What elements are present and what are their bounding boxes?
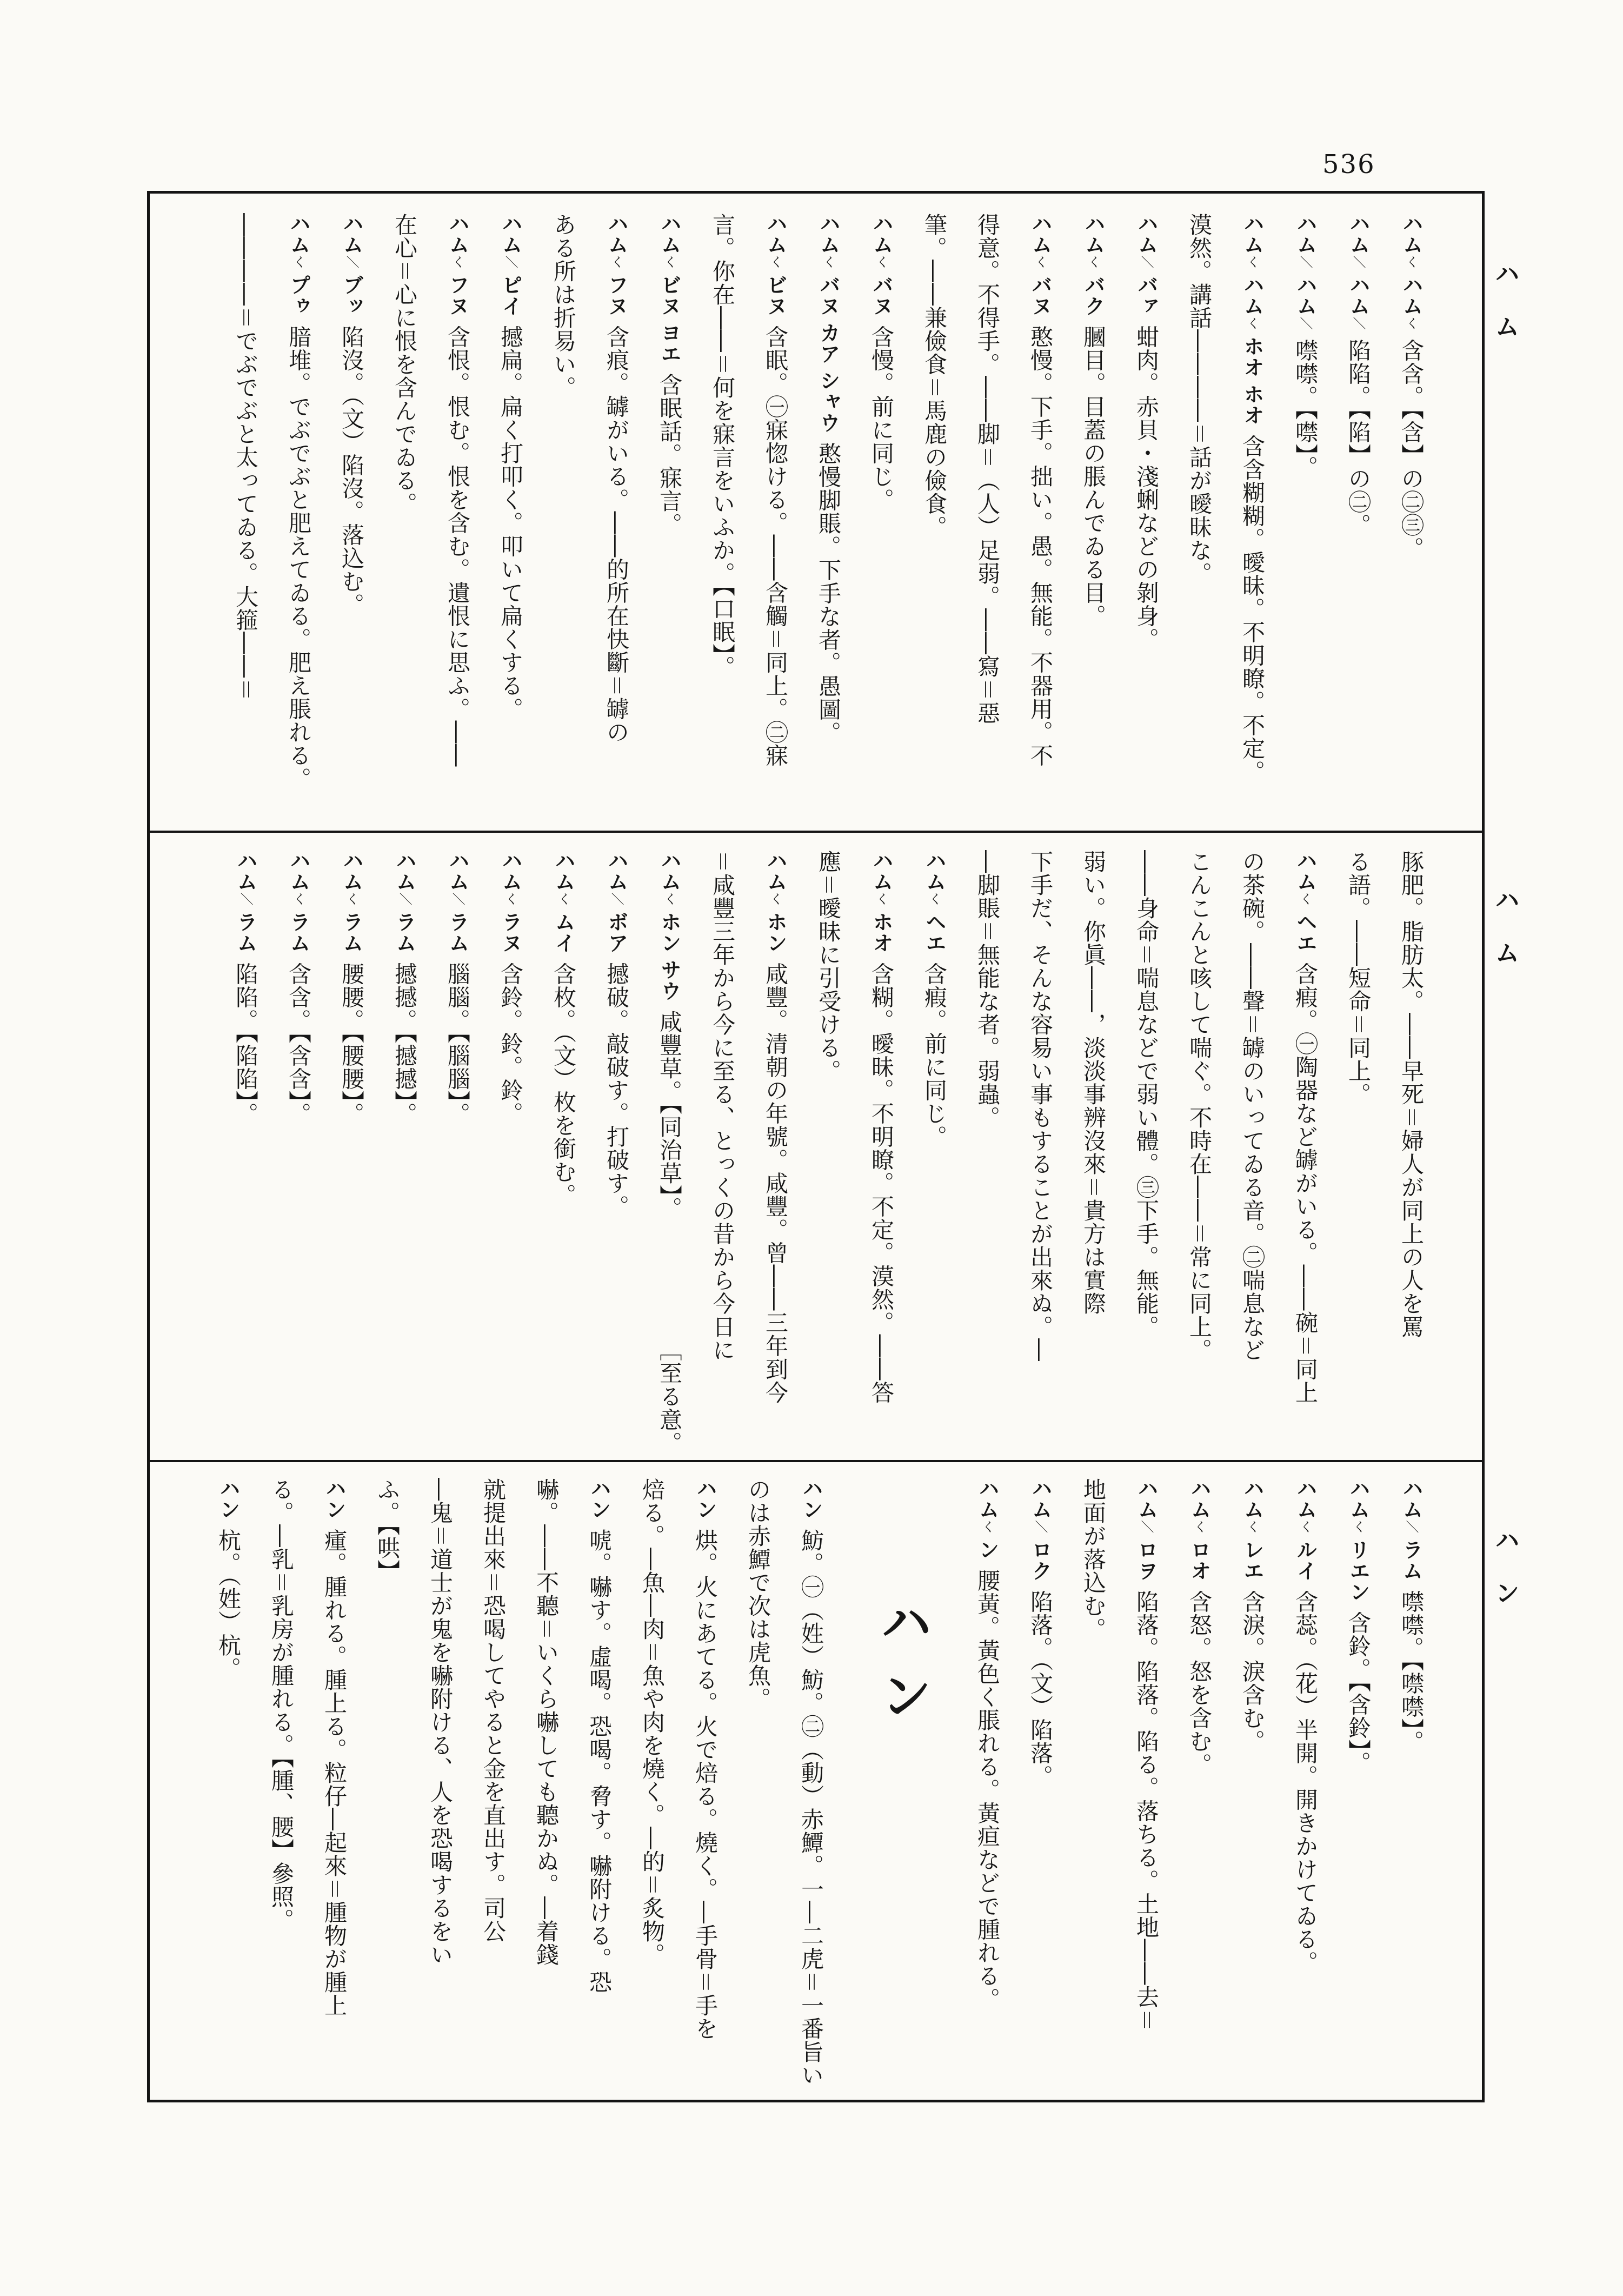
tone-mark: く <box>662 892 677 906</box>
entry-continuation <box>964 213 1017 822</box>
entry-text: 咸豐草。【同治草】。 <box>656 1010 683 1220</box>
entry-continuation <box>470 1478 523 2095</box>
tone-mark: く <box>1404 255 1419 269</box>
entry-text: 瘇。腫れる。腫上る。粒仔―起來＝腫物が腫上 <box>321 1529 348 2018</box>
entry-reading: ハム＼ ブッ <box>340 213 363 317</box>
entry-reading: ハムく ハムく ホオ ホオ <box>1240 213 1264 426</box>
entry-text: 含鈴。鈴。鈴。 <box>497 962 524 1125</box>
tone-mark: く <box>1245 316 1260 330</box>
entry-reading: ハム＼ バァ <box>1134 213 1158 317</box>
reading-gap <box>508 907 514 910</box>
entry-text: 含恨。恨む。恨を含む。遺恨に思ふ。―― <box>444 325 471 767</box>
entry-reading: ハン <box>799 1478 823 1520</box>
tier-divider <box>150 1460 1482 1462</box>
tone-mark: く <box>291 255 306 269</box>
tone-mark: ＼ <box>1404 1520 1419 1534</box>
reading-gap <box>1249 1535 1255 1537</box>
dictionary-entry <box>964 1478 1017 2095</box>
tone-mark: く <box>1245 1520 1260 1534</box>
entry-reading: ハムく ヘエ <box>922 850 946 954</box>
entry-continuation <box>735 1478 788 2095</box>
entry-text: 含含糊糊。曖昧。不明瞭。不定。 <box>1239 434 1266 784</box>
entry-text: 地面が落込む。 <box>1080 1478 1107 1641</box>
entry-text: ―鬼＝道士が鬼を嚇附ける、人を恐喝するをい <box>427 1478 454 1967</box>
entry-reading: ハムく ラム <box>340 850 363 954</box>
entry-reading: ハムく バク <box>1081 213 1105 317</box>
entry-continuation <box>381 213 434 822</box>
entry-continuation <box>1335 850 1388 1455</box>
entry-text: 腦腦。【腦腦】。 <box>444 962 471 1126</box>
entry-text: 含鈴。【含鈴】。 <box>1345 1611 1372 1775</box>
entry-text: 撼撼。【撼撼】。 <box>391 962 418 1126</box>
dictionary-entry <box>1017 213 1070 822</box>
tone-mark: く <box>980 1520 995 1534</box>
reading-gap <box>826 270 832 273</box>
entry-reading: ハム＼ ハム＼ <box>1293 213 1317 330</box>
tone-mark: ＼ <box>1351 316 1366 330</box>
entry-text: 含慢。前に同じ。 <box>868 325 895 512</box>
entry-text: 漠然。講話――――＝話が曖昧な。 <box>1186 213 1213 586</box>
dictionary-entry <box>805 213 858 822</box>
entry-text: 含淚。淚含む。 <box>1239 1590 1266 1753</box>
reading-gap <box>1408 1535 1414 1537</box>
dictionary-entry <box>752 850 805 1455</box>
dictionary-entry <box>788 1478 841 2095</box>
entry-reading: ハムく ホン <box>763 850 787 954</box>
entry-text: 陷陷。【陷】の㊁。 <box>1345 339 1372 537</box>
reading-gap <box>1355 1535 1361 1537</box>
entry-reading: ハムく リエン <box>1346 1478 1370 1603</box>
reading-gap <box>1143 270 1149 273</box>
tone-mark: ＼ <box>503 255 518 269</box>
entry-text: 含痕。罅がいる。――的所在快斷＝罅の <box>603 325 630 744</box>
entry-text: る。―乳＝乳房が腫れる。【腫、腰】參照。 <box>268 1478 295 1932</box>
reading-gap <box>349 907 355 910</box>
entry-text: 陷沒。（文）陷沒。落込む。 <box>338 325 365 616</box>
entry-text: の茶碗。――聲＝罅のいってゐる音。㊁喘息など <box>1239 850 1266 1362</box>
entry-text: 嚇。――不聽＝いくら嚇しても聽かぬ。―着錢 <box>533 1478 560 1967</box>
entry-reading: ハムく ホオ <box>869 850 893 954</box>
entry-reading: ハム＼ ラム <box>1399 1478 1423 1582</box>
entry-continuation <box>258 1478 311 2095</box>
entry-reading: ハム＼ ロク <box>1028 1478 1052 1582</box>
dictionary-entry <box>540 850 593 1455</box>
entry-text: 含眠話。寐言。 <box>656 373 683 536</box>
reading-gap <box>985 1535 990 1537</box>
reading-gap <box>402 907 408 910</box>
dictionary-entry <box>487 213 540 822</box>
dictionary-entry <box>434 213 487 822</box>
entry-text: 魴。㊀（姓）魴。㊁（動）赤鱏。一―二虎＝一番旨い <box>798 1529 824 2087</box>
entry-text: 含含。【含含】。 <box>285 962 312 1126</box>
entry-reading: ハムく フヌ <box>604 213 628 317</box>
entry-text: ふ。【哄】 <box>374 1478 401 1583</box>
entry-text: 噤噤。【噤噤】。 <box>1398 1590 1425 1754</box>
dictionary-entry <box>752 213 805 822</box>
dictionary-entry <box>328 213 381 822</box>
entry-reading: ハムく フヌ <box>445 213 469 317</box>
tier-middle <box>222 850 1441 1455</box>
entry-text: 憨慢脚賬。下手な者。愚圖。 <box>815 442 842 745</box>
entry-text: 含眠。㊀寐惚ける。――含觸＝同上。㊁寐 <box>762 325 789 767</box>
reading-gap <box>1249 270 1255 273</box>
entry-reading: ハン <box>693 1478 717 1520</box>
entry-reading: ハム＼ ピイ <box>498 213 522 317</box>
entry-text: 陷落。陷落。陷る。落ちる。土地――去＝ <box>1133 1590 1160 2032</box>
entry-reading: ハム＼ ラム <box>234 850 257 954</box>
tone-mark: く <box>1298 892 1313 906</box>
reading-gap <box>1249 380 1255 382</box>
entry-text: 焙る。―魚―肉＝魚や肉を燒く。―的＝炙物。 <box>639 1478 666 1967</box>
reading-gap <box>614 270 620 273</box>
entry-text: 得意。不得手。――脚＝（人）足弱。――寫＝惡 <box>974 213 1001 725</box>
entry-text: 含蕊。（花）半開。開きかけてゐる。 <box>1292 1590 1319 1974</box>
tone-mark: く <box>874 892 889 906</box>
tone-mark: く <box>1086 255 1101 269</box>
reading-gap <box>1302 270 1308 273</box>
running-head-middle: ハム <box>1491 887 1520 993</box>
tone-mark: く <box>1192 1520 1207 1534</box>
entry-text: ＝咸豐三年から今に至る、とっくの昔から今日に <box>709 850 736 1362</box>
dictionary-entry <box>593 850 646 1455</box>
tone-mark: く <box>450 255 465 269</box>
entry-text: 豚肥。脂肪太。――早死＝婦人が同上の人を罵 <box>1398 850 1425 1339</box>
tier-divider <box>150 831 1482 833</box>
reading-gap <box>614 907 620 910</box>
entry-reading: ハムく ムイ <box>551 850 575 954</box>
reading-gap <box>1143 1535 1149 1537</box>
entry-text: 蚶肉。赤貝・淺蜊などの剝身。 <box>1133 325 1160 651</box>
entry-continuation <box>222 213 275 822</box>
reading-gap <box>296 907 302 910</box>
reading-gap <box>508 270 514 273</box>
entry-text: 含糊。曖昧。不明瞭。不定。漠然。――答 <box>868 962 895 1404</box>
entry-continuation <box>540 213 593 822</box>
entry-continuation <box>699 850 752 1455</box>
tone-mark: ＼ <box>1351 255 1366 269</box>
reading-gap <box>667 907 673 910</box>
reading-gap <box>773 907 779 910</box>
dictionary-entry <box>1335 213 1388 822</box>
reading-gap <box>1249 331 1255 334</box>
dictionary-entry <box>311 1478 364 2095</box>
entry-text: 噤噤。【噤】。 <box>1292 339 1319 479</box>
entry-continuation <box>964 850 1017 1455</box>
tone-mark: く <box>874 255 889 269</box>
entry-text: 膕目。目蓋の脹んでゐる目。 <box>1080 325 1107 628</box>
tone-mark: く <box>503 892 518 906</box>
entry-text: 撼破。敲破す。打破す。 <box>603 962 630 1218</box>
entry-text: 憨慢。下手。拙い。愚。無能。不器用。不 <box>1027 325 1054 767</box>
dictionary-entry <box>1123 213 1176 822</box>
tone-mark: ＼ <box>1298 316 1313 330</box>
reading-gap <box>879 270 884 273</box>
entry-text: 含瘕。㊀陶器など罅がいる。――碗＝同上 <box>1292 962 1319 1404</box>
tone-mark: く <box>1404 316 1419 330</box>
dictionary-entry <box>487 850 540 1455</box>
entry-text: 應＝曖昧に引受ける。 <box>815 850 842 1083</box>
tone-mark: く <box>609 255 624 269</box>
entry-reading: ハムく ラヌ <box>498 850 522 954</box>
tone-mark: く <box>1033 255 1048 269</box>
reading-gap <box>561 907 567 910</box>
entry-reading: ハム＼ ボア <box>604 850 628 954</box>
entry-reading: ハムく プゥ <box>287 213 310 317</box>
entry-reading: ハン <box>322 1478 346 1520</box>
dictionary-entry <box>682 1478 735 2095</box>
entry-text: 弱い。你眞――，淡淡事辨沒來＝貴方は實際 <box>1080 850 1107 1316</box>
entry-text: 唬。嚇す。虛喝。恐喝。脅す。嚇附ける。恐 <box>586 1529 613 1994</box>
running-head-bottom: ハン <box>1491 1527 1520 1633</box>
entry-reading: ハム＼ ラム <box>445 850 469 954</box>
reading-gap <box>349 270 355 273</box>
tone-mark: ＼ <box>397 892 412 906</box>
dictionary-entry <box>858 850 911 1455</box>
tone-mark: く <box>768 892 783 906</box>
dictionary-entry <box>1282 1478 1335 2095</box>
entry-continuation <box>1176 213 1229 822</box>
running-head-top: ハム <box>1491 261 1520 367</box>
dictionary-entry <box>275 213 328 822</box>
reading-gap <box>243 907 249 910</box>
entry-reading: ハン <box>216 1478 240 1520</box>
reading-gap <box>826 318 832 320</box>
tone-mark: く <box>768 255 783 269</box>
reading-gap <box>667 318 673 320</box>
entry-text: 含枚。（文）枚を銜む。 <box>550 962 577 1207</box>
reading-gap <box>455 907 461 910</box>
tier-top <box>222 213 1441 822</box>
reading-gap <box>667 270 673 273</box>
entry-reading: ハムく ホン サウ <box>657 850 681 1001</box>
entry-continuation <box>417 1478 470 2095</box>
entry-reading: ハムく バヌ <box>869 213 893 317</box>
entry-text: 腤堆。でぶでぶと肥えてゐる。肥え脹れる。 <box>285 325 312 791</box>
reading-gap <box>1355 270 1361 273</box>
dictionary-entry <box>1017 1478 1070 2095</box>
text-frame <box>147 191 1485 2102</box>
entry-continuation <box>1123 850 1176 1455</box>
dictionary-entry <box>275 850 328 1455</box>
dictionary-entry <box>576 1478 629 2095</box>
entry-continuation <box>699 213 752 822</box>
dictionary-entry <box>858 213 911 822</box>
tone-mark: く <box>662 255 677 269</box>
entry-continuation <box>805 850 858 1455</box>
entry-reading: ハムく ハムく <box>1399 213 1423 330</box>
entry-text: 下手だ、そんな容易い事もすることが出來ぬ。― <box>1027 850 1054 1362</box>
entry-reading: ハムく ビヌ <box>763 213 787 317</box>
tone-mark: く <box>1298 1520 1313 1534</box>
tone-mark: ＼ <box>238 892 253 906</box>
dictionary-entry <box>593 213 646 822</box>
dictionary-entry <box>1070 213 1123 822</box>
entry-reading: ハムく ロオ <box>1187 1478 1211 1582</box>
dictionary-entry <box>646 850 699 1455</box>
dictionary-entry <box>1335 1478 1388 2095</box>
tone-mark: ＼ <box>1033 1520 1048 1534</box>
reading-gap <box>1302 907 1308 910</box>
entry-continuation <box>1176 850 1229 1455</box>
dictionary-entry <box>1176 1478 1229 2095</box>
entry-reading: ハムく ラム <box>287 850 310 954</box>
entry-continuation <box>911 213 964 822</box>
dictionary-entry <box>328 850 381 1455</box>
entry-text: 咸豐。清朝の年號。咸豐。曾――三年到今 <box>762 962 789 1404</box>
entry-reading: ハムく ヘエ <box>1293 850 1317 954</box>
entry-text: ある所は折易い。 <box>550 213 577 399</box>
reading-gap <box>879 907 884 910</box>
reading-gap <box>455 270 461 273</box>
entry-text: 言。你在――＝何を寐言をいふか。【口眠】。 <box>709 213 736 679</box>
reading-gap <box>1196 1535 1202 1537</box>
page-number: 536 <box>1322 149 1375 180</box>
entry-text: こんこんと咳して喘ぐ。不時在――＝常に同上。 <box>1186 850 1213 1362</box>
entry-text: 杭。（姓）杭。 <box>215 1529 242 1680</box>
entry-continuation <box>364 1478 417 2095</box>
tone-mark: ＼ <box>344 255 359 269</box>
dictionary-entry <box>222 850 275 1455</box>
entry-text: る語。――短命＝同上。 <box>1345 850 1372 1106</box>
dictionary-entry <box>646 213 699 822</box>
entry-text: 在心＝心に恨を含んでゐる。 <box>391 213 418 516</box>
tier-bottom <box>205 1478 1441 2095</box>
tone-mark: ＼ <box>1139 1520 1154 1534</box>
section-heading: ハン <box>872 1595 933 1742</box>
entry-text: 含怒。怒を含む。 <box>1186 1590 1213 1776</box>
entry-reading: ハムく バヌ カア シャウ <box>816 213 840 434</box>
reading-gap <box>932 907 937 910</box>
entry-text: 腰腰。【腰腰】。 <box>338 962 365 1126</box>
reading-gap <box>1037 1535 1043 1537</box>
tone-mark: く <box>1245 255 1260 269</box>
dictionary-entry <box>205 1478 258 2095</box>
entry-text: 含含。【含】の㊁㊂。 <box>1398 339 1425 560</box>
entry-continuation <box>1070 1478 1123 2095</box>
reading-gap <box>296 270 302 273</box>
tone-mark: ＼ <box>1298 255 1313 269</box>
dictionary-entry <box>1388 213 1441 822</box>
entry-continuation <box>1388 850 1441 1455</box>
entry-text: 就提出來＝恐喝してやると金を直出す。司公 <box>480 1478 507 1943</box>
dictionary-entry <box>434 850 487 1455</box>
entry-reading: ハムく ン <box>975 1478 999 1561</box>
tone-mark: く <box>344 892 359 906</box>
entry-text: ――――＝でぶでぶと太ってゐる。大箍――＝ <box>232 213 259 702</box>
entry-reading: ハン <box>587 1478 611 1520</box>
dictionary-entry <box>1388 1478 1441 2095</box>
entry-text: のは赤鱏で次は虎魚。 <box>745 1478 771 1710</box>
entry-text: 陷陷。【陷陷】。 <box>232 962 259 1126</box>
tone-mark: く <box>291 892 306 906</box>
entry-continuation <box>523 1478 576 2095</box>
dictionary-entry <box>1123 1478 1176 2095</box>
entry-text: 撼扁。扁く打叩く。叩いて扁くする。 <box>497 325 524 721</box>
entry-reading: ハムく レエ <box>1240 1478 1264 1582</box>
entry-text-tail: ［至る意。 <box>656 1338 683 1455</box>
reading-gap <box>1408 270 1414 273</box>
reading-gap <box>1302 1535 1308 1537</box>
tone-mark: く <box>927 892 942 906</box>
entry-text: 陷落。（文）陷落。 <box>1027 1590 1054 1788</box>
tone-mark: く <box>1351 1520 1366 1534</box>
tone-mark: ＼ <box>1139 255 1154 269</box>
entry-reading: ハム＼ ハム＼ <box>1346 213 1370 330</box>
entry-text: 含瘕。前に同じ。 <box>921 962 948 1149</box>
dictionary-entry <box>1282 213 1335 822</box>
dictionary-entry <box>1229 213 1282 822</box>
dictionary-entry <box>1229 1478 1282 2095</box>
reading-gap <box>1090 270 1096 273</box>
tone-mark: ＼ <box>609 892 624 906</box>
dictionary-entry <box>1282 850 1335 1455</box>
entry-reading: ハムく バヌ <box>1028 213 1052 317</box>
entry-text: 烘。火にあてる。火で焙る。燒く。―手骨＝手を <box>692 1529 719 2041</box>
entry-continuation <box>1017 850 1070 1455</box>
tone-mark: く <box>556 892 571 906</box>
entry-reading: ハムく ビヌ ヨエ <box>657 213 681 364</box>
reading-gap <box>826 366 832 368</box>
entry-continuation <box>629 1478 682 2095</box>
entry-text: ――身命＝喘息などで弱い體。㊂下手。無能。 <box>1133 850 1160 1339</box>
entry-reading: ハム＼ ラム <box>393 850 416 954</box>
reading-gap <box>667 955 673 957</box>
entry-reading: ハムく ルイ <box>1293 1478 1317 1582</box>
reading-gap <box>773 270 779 273</box>
tone-mark: く <box>821 255 836 269</box>
reading-gap <box>1037 270 1043 273</box>
entry-continuation <box>1229 850 1282 1455</box>
entry-reading: ハム＼ ロヲ <box>1134 1478 1158 1582</box>
entry-text: ―脚賬＝無能な者。弱蟲。 <box>974 850 1001 1130</box>
tone-mark: ＼ <box>450 892 465 906</box>
dictionary-entry <box>911 850 964 1455</box>
entry-continuation <box>1070 850 1123 1455</box>
entry-text: 筆。――兼儉食＝馬鹿の儉食。 <box>921 213 948 539</box>
dictionary-entry <box>381 850 434 1455</box>
entry-text: 腰黃。黃色く脹れる。黃疸などで腫れる。 <box>974 1569 1001 2011</box>
